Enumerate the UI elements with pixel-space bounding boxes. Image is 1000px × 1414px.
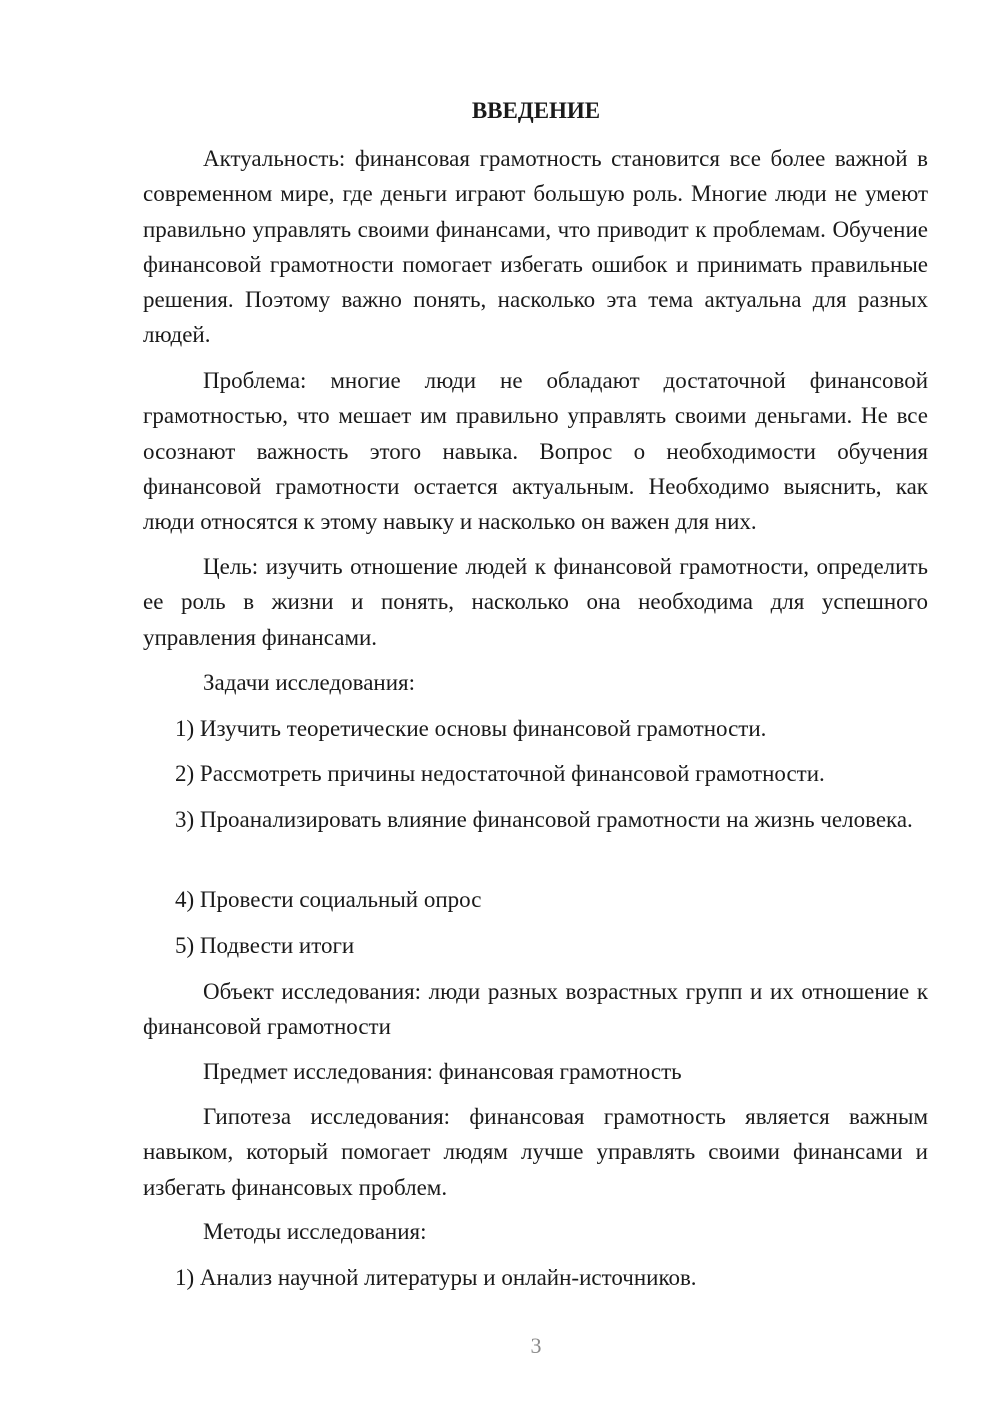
page-number: 3 — [530, 1333, 542, 1358]
tasks-heading: Задачи исследования: — [203, 670, 416, 695]
task-item-1: 1) Изучить теоретические основы финансовой грамотности. — [175, 716, 767, 741]
task-item-5: 5) Подвести итоги — [175, 933, 355, 958]
task-item-3: 3) Проанализировать влияние финансовой грамотности на жизнь человека. — [175, 807, 913, 832]
method-item-1: 1) Анализ научной литературы и онлайн-источников. — [175, 1265, 697, 1290]
methods-heading: Методы исследования: — [203, 1219, 427, 1244]
paragraph-object: Объект исследования: люди разных возрастных групп и их отношение к финансовой грамотности — [143, 979, 928, 1040]
task-item-2: 2) Рассмотреть причины недостаточной финансовой грамотности. — [175, 761, 825, 786]
paragraph-subject: Предмет исследования: финансовая грамотность — [203, 1059, 682, 1084]
paragraph-hypothesis: Гипотеза исследования: финансовая грамотность является важным навыком, который помогает людям лучше управлять своими финансами и избегать финансовых проблем. — [143, 1104, 928, 1200]
paragraph-goal: Цель: изучить отношение людей к финансовой грамотности, определить ее роль в жизни и понять, насколько она необходима для успешного управления финансами. — [143, 554, 928, 650]
page-title: ВВЕДЕНИЕ — [471, 98, 601, 123]
paragraph-problem: Проблема: многие люди не обладают достаточной финансовой грамотностью, что мешает им правильно управлять своими деньгами. Не все осознают важность этого навыка. Вопрос о необходимости обучения финансовой грамотности остается актуальным. Необходимо выяснить, как люди относятся к этому навыку и насколько он важен для них. — [143, 368, 928, 535]
task-item-4: 4) Провести социальный опрос — [175, 887, 482, 912]
paragraph-relevance: Актуальность: финансовая грамотность становится все более важной в современном мире, где деньги играют большую роль. Многие люди не умеют правильно управлять своими финансами, что приводит к проблемам. Обучение финансовой грамотности помогает избегать ошибок и принимать правильные решения. Поэтому важно понять, насколько эта тема актуальна для разных людей. — [143, 146, 928, 348]
